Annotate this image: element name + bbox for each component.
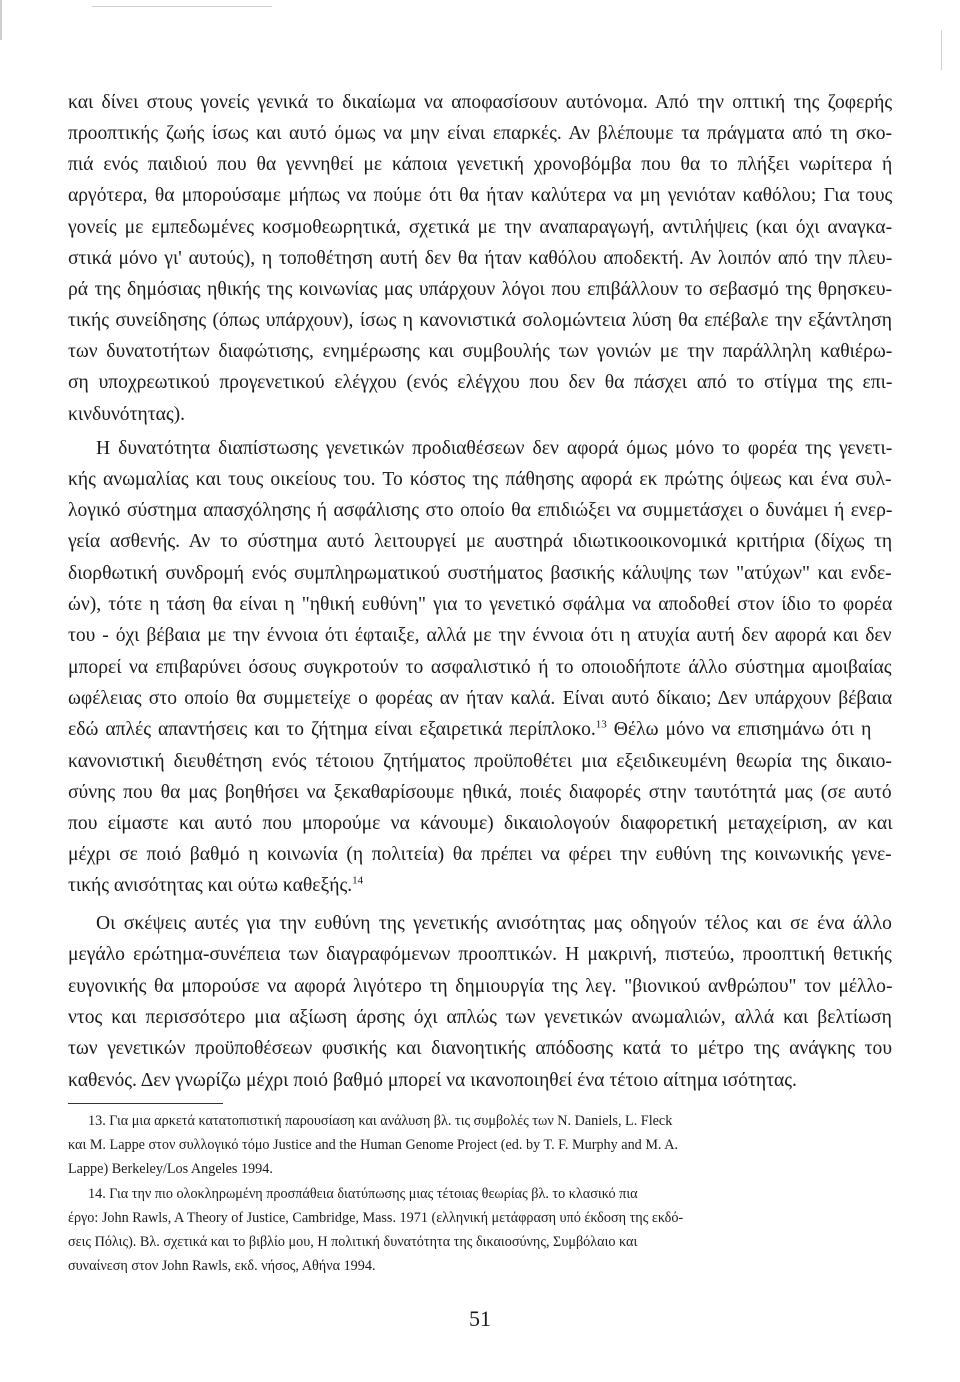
footnote-line: 13. Για μια αρκετά κατατοπιστική παρουσίαση και ανάλυση βλ. τις συμβολές των N. Daniels, L. Fleck: [88, 1113, 673, 1129]
footnote-separator: [68, 1103, 223, 1104]
text-line: διορθωτική συνδρομή ενός συμπληρωματικού συστήματος βασικής κάλυψης των "ατύχων" και ενδε-: [68, 563, 892, 584]
footnote-line: 14. Για την πιο ολοκληρωμένη προσπάθεια διατύπωσης μιας τέτοιας θεωρίας βλ. το κλασικό πια: [88, 1186, 638, 1202]
text-line: τικής συνείδησης (όπως υπάρχουν), ίσως η κανονιστικά σολομώντεια λύση θα επέβαλε την εξάντληση: [68, 310, 892, 331]
text-segment: τικής ανισότητας και ούτω καθεξής.: [68, 875, 353, 896]
scan-edge-mark: [941, 30, 942, 70]
footnote-line: συναίνεση στον John Rawls, εκδ. νήσος, Αθήνα 1994.: [68, 1258, 376, 1274]
text-line: Οι σκέψεις αυτές για την ευθύνη της γενετικής ανισότητας μας οδηγούν τέλος και σε ένα άλλο: [96, 913, 892, 934]
text-line: αργότερα, θα μπορούσαμε μήπως να πούμε ότι θα ήταν καλύτερα να μη γενιόταν καθόλου; Για τους: [68, 185, 893, 206]
text-line: ευγονικής θα μπορούσε να αφορά λιγότερο τη δημιουργία της λεγ. "βιονικού ανθρώπου" τον μέλλο-: [68, 976, 893, 997]
text-line: [68, 717, 871, 743]
text-line: κανονιστική διευθέτηση ενός τέτοιου ζητήματος προϋποθέτει μια εξειδικευμένη θεωρία της δικαιο-: [68, 751, 892, 772]
text-line: κινδυνότητας).: [68, 404, 186, 425]
text-line: γονείς με εμπεδωμένες κοσμοθεωρητικά, σχετικά με την αναπαραγωγή, αντιλήψεις (και όχι αναγκα-: [68, 217, 893, 238]
text-line: σύνης που θα μας βοηθήσει να ξεκαθαρίσουμε ηθικά, ποιές διαφορές στην ταυτότητά μας (σε αυτό: [68, 782, 892, 803]
text-line: μεγάλο ερώτημα-συνέπεια των διαγραφόμενων προοπτικών. Η μακρινή, πιστεύω, προοπτική θετικής: [68, 944, 892, 965]
text-line: ντος και περισσότερο μια αξίωση άρσης όχι απλώς των γενετικών ανωμαλιών, αλλά και βελτίωση: [68, 1007, 892, 1028]
text-segment: εδώ απλές απαντήσεις και το ζήτημα είναι εξαιρετικά περίπλοκο.: [68, 719, 596, 740]
text-line: και δίνει στους γονείς γενικά το δικαίωμα να αποφασίσουν αυτόνομα. Από την οπτική της ζοφερής: [68, 92, 893, 113]
text-line: κής ανωμαλίας και τους οικείους του. Το κόστος της πάθησης αφορά εκ πρώτης όψεως και ένα συλ-: [68, 469, 892, 490]
text-line: προοπτικής ζωής ίσως και αυτό όμως να μην είναι επαρκές. Αν βλέπουμε τα πράγματα από τη σκο-: [68, 123, 893, 144]
footnote-line: και M. Lappe στον συλλογικό τόμο Justice and the Human Genome Project (ed. by T. F. Murphy and M. A.: [68, 1137, 679, 1153]
page-number: 51: [469, 1306, 491, 1331]
text-line: καθενός. Δεν γνωρίζω μέχρι ποιό βαθμό μπορεί να ικανοποιηθεί ένα τέτοιο αίτημα ισότητας.: [68, 1070, 797, 1091]
footnote-ref-14[interactable]: 14: [352, 874, 364, 887]
footnote-line: Lappe) Berkeley/Los Angeles 1994.: [68, 1161, 273, 1177]
text-line: ση υποχρεωτικού προγενετικού ελέγχου (ενός ελέγχου που δεν θα πάσχει από το στίγμα της επι-: [68, 372, 893, 393]
text-line: του - όχι βέβαια με την έννοια ότι έφταιξε, αλλά με την έννοια ότι η ατυχία αυτή δεν αφορά και δεν: [68, 625, 892, 646]
scan-edge-mark: [0, 0, 2, 40]
text-line: μέχρι σε ποιό βαθμό η κοινωνία (η πολιτεία) θα πρέπει να φέρει την ευθύνη της κοινωνικής γενε-: [68, 844, 892, 865]
text-line: ών), τότε η τάση θα είναι η "ηθική ευθύνη" για το γενετικό σφάλμα να αποδοθεί στον ίδιο το φορέα: [68, 594, 893, 615]
footnote-line: σεις Πόλις). Βλ. σχετικά και το βιβλίο μου, Η πολιτική δυνατότητα της δικαιοσύνης, Συμβόλαιο και: [68, 1234, 638, 1250]
text-segment: Θέλω μόνο να επισημάνω ότι η: [606, 719, 872, 740]
text-line: που είμαστε και αυτό που μπορούμε να κάνουμε) δικαιολογούν διαφορετική μεταχείριση, αν και: [68, 813, 893, 834]
text-line: των γενετικών προϋποθέσεων φυσικής και διανοητικής απόδοσης κατά το μέτρο της ανάγκης του: [68, 1038, 893, 1059]
scan-edge-mark: [92, 6, 272, 7]
text-line: ρά της δημόσιας ηθικής της κοινωνίας μας υπάρχουν λόγοι που επιβάλλουν το σεβασμό της θρησκευ-: [68, 279, 893, 300]
text-line: γεία ασθενής. Αν το σύστημα αυτό λειτουργεί με αυστηρά ιδιωτικοοικονομικά κριτήρια (δίχως τη: [68, 531, 893, 552]
text-line: [68, 873, 363, 899]
text-line: ωφέλειας στο οποίο θα συμμετείχε ο φορέας αν ήταν καλά. Είναι αυτό δίκαιο; Δεν υπάρχουν βέβαια: [68, 688, 893, 709]
text-line: πιά ενός παιδιού που θα γεννηθεί με κάποια γενετική χρονοβόμβα που θα το πλήξει νωρίτερα ή: [68, 154, 893, 175]
text-line: των δυνατοτήτων διαφώτισης, ενημέρωσης και συμβουλής των γονιών με την παράλληλη καθιέρω-: [68, 341, 893, 362]
text-line: μπορεί να επιβαρύνει όσους συγκροτούν το ασφαλιστικό ή το οποιοδήποτε άλλο σύστημα αμοιβαίας: [68, 657, 892, 678]
footnote-ref-13[interactable]: 13: [595, 718, 607, 731]
text-line: Η δυνατότητα διαπίστωσης γενετικών προδιαθέσεων δεν αφορά όμως μόνο το φορέα της γενετι-: [96, 438, 893, 459]
text-line: λογικό σύστημα απασχόλησης ή ασφάλισης στο οποίο θα επιδιώξει να συμμετάσχει ο δυνάμει ή ενερ-: [68, 500, 893, 521]
footnote-line: έργο: John Rawls, A Theory of Justice, Cambridge, Mass. 1971 (ελληνική μετάφραση υπό έκδοση της εκδό-: [68, 1210, 684, 1226]
text-line: στικά μόνο γι' αυτούς), η τοποθέτηση αυτή δεν θα ήταν καθόλου αποδεκτή. Αν λοιπόν από την πλευ-: [68, 248, 893, 269]
